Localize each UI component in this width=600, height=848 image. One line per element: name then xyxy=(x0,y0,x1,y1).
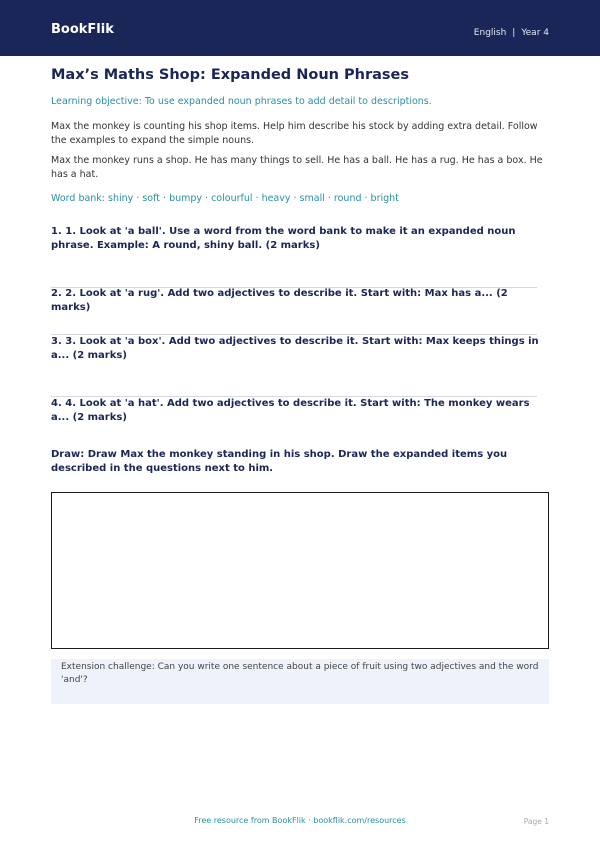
learning-objective: Learning objective: To use expanded noun phrases to add detail to descriptions. xyxy=(51,96,432,107)
intro-text: Max the monkey is counting his shop items. Help him describe his stock by adding extra detail. Follow the examples to expand the simple nouns. xyxy=(51,121,538,146)
page-number: Page 1 xyxy=(523,817,549,826)
draw-task: Draw: Draw Max the monkey standing in his shop. Draw the expanded items you described in the questions next to him. xyxy=(51,449,508,474)
footer-credit: Free resource from BookFlik · bookflik.com/resources xyxy=(194,816,406,825)
drawing-box[interactable] xyxy=(51,492,549,649)
year-label: Year 4 xyxy=(521,28,549,38)
question-1: 1. 1. Look at 'a ball'. Use a word from the word bank to make it an expanded noun phrase. Example: A round, shiny ball. (2 marks) xyxy=(51,226,516,251)
worksheet-title: Max’s Maths Shop: Expanded Noun Phrases xyxy=(51,67,410,83)
meta-separator: | xyxy=(512,28,516,38)
extension-challenge-box xyxy=(51,659,549,704)
subject-label: English xyxy=(473,28,507,38)
subject-year-meta xyxy=(474,27,549,39)
brand-logo: BookFlik xyxy=(51,22,114,37)
extension-challenge-text: Extension challenge: Can you write one sentence about a piece of fruit using two adjectives and the word 'and'? xyxy=(61,662,539,685)
question-3: 3. 3. Look at 'a box'. Add two adjectives to describe it. Start with: Max keeps things in a... (2 marks) xyxy=(51,336,539,361)
top-banner xyxy=(0,0,600,56)
question-4: 4. 4. Look at 'a hat'. Add two adjectives to describe it. Start with: The monkey wears a... (2 marks) xyxy=(51,398,530,423)
question-2: 2. 2. Look at 'a rug'. Add two adjectives to describe it. Start with: Max has a... (2 marks) xyxy=(51,288,508,313)
story-text: Max the monkey runs a shop. He has many things to sell. He has a ball. He has a rug. He has a box. He has a hat. xyxy=(51,155,543,180)
word-bank: Word bank: shiny · soft · bumpy · colourful · heavy · small · round · bright xyxy=(51,193,399,204)
